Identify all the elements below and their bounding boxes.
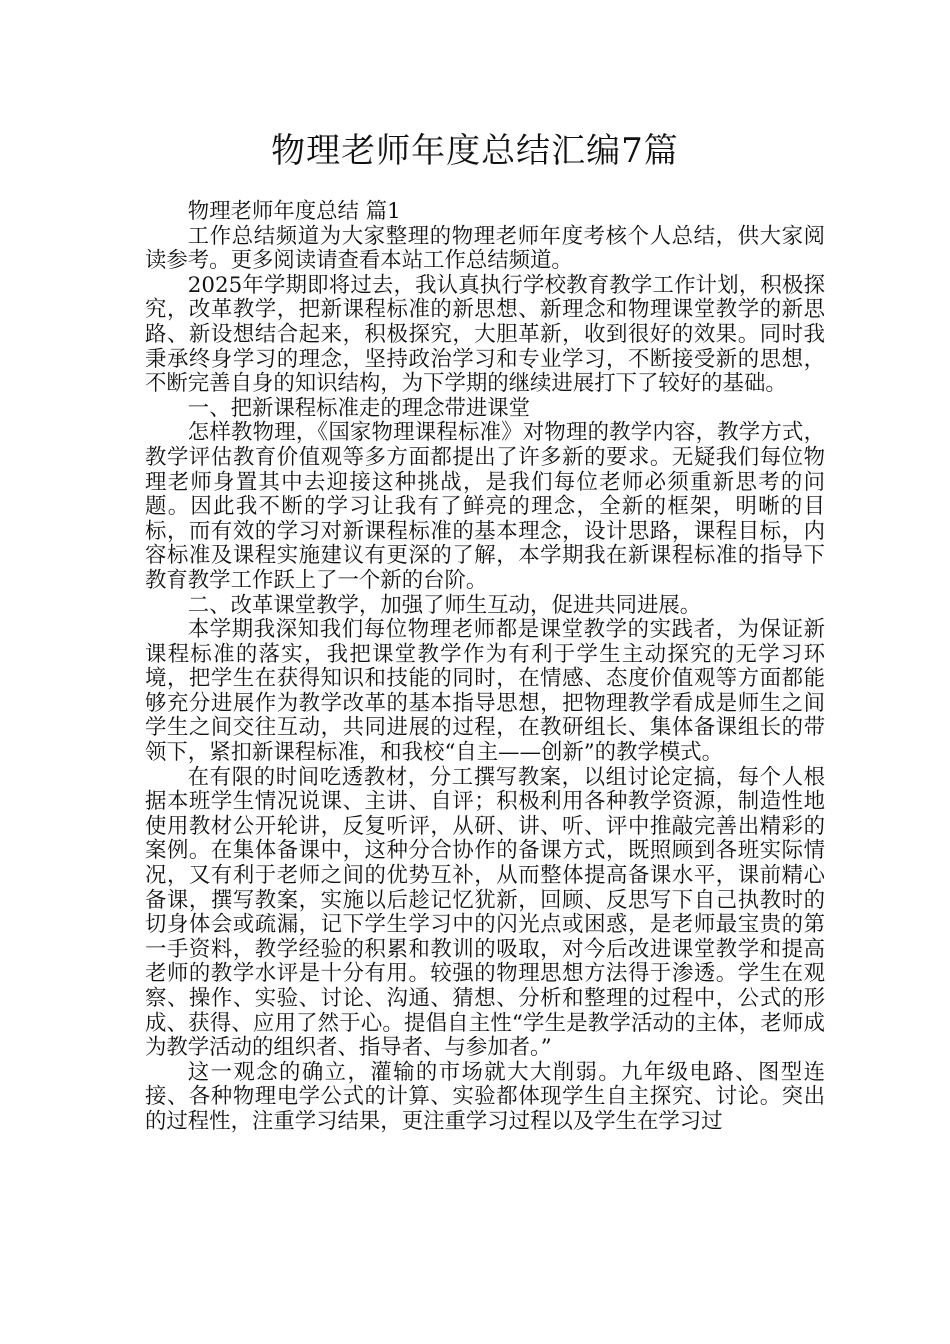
paragraph-intro: 工作总结频道为大家整理的物理老师年度考核个人总结，供大家阅读参考。更多阅读请查看本站工作总结频道。 — [145, 223, 825, 274]
document-body — [145, 200, 825, 1135]
paragraph-classroom: 本学期我深知我们每位物理老师都是课堂教学的实践者，为保证新课程标准的落实，我把课堂教学作为有利于学生主动探究的无学习环境，把学生在获得知识和技能的同时，在情感、态度价值观等方面都能够充分进展作为教学改革的基本指导思想，把物理教学看成是师生之间学生之间交往互动，共同进展的过程，在教研组长、集体备课组长的带领下，紧扣新课程标准，和我校“自主——创新”的教学模式。 — [145, 617, 825, 766]
paragraph-curriculum: 怎样教物理，《国家物理课程标准》对物理的教学内容，教学方式，教学评估教育价值观等多方面都提出了许多新的要求。无疑我们每位物理老师身置其中去迎接这种挑战，是我们每位老师必须重新思考的问题。因此我不断的学习让我有了鲜亮的理念，全新的框架，明晰的目标，而有效的学习对新课程标准的基本理念，设计思路，课程目标，内容标准及课程实施建议有更深的了解，本学期我在新课程标准的指导下教育教学工作跃上了一个新的台阶。 — [145, 420, 825, 593]
subheading-1: 一、把新课程标准走的理念带进课堂 — [187, 395, 531, 421]
paragraph-concept: 这一观念的确立，灌输的市场就大大削弱。九年级电路、图型连接、各种物理电学公式的计算、实验都体现学生自主探究、讨论。突出的过程性，注重学习结果，更注重学习过程以及学生在学习过 — [145, 1059, 825, 1134]
subheading-2: 二、改革课堂教学，加强了师生互动，促进共同进展。 — [187, 592, 702, 618]
document-title: 物理老师年度总结汇编7篇 — [271, 131, 679, 171]
section-heading-1: 物理老师年度总结 篇1 — [187, 199, 401, 224]
paragraph-overview: 2025年学期即将过去，我认真执行学校教育教学工作计划，积极探究，改革教学，把新课程标准的新思想、新理念和物理课堂教学的新思路、新设想结合起来，积极探究，大胆革新，收到很好的效果。同时我秉承终身学习的理念，坚持政治学习和专业学习，不断接受新的思想，不断完善自身的知识结构，为下学期的继续进展打下了较好的基础。 — [145, 272, 825, 397]
paragraph-lesson-prep: 在有限的时间吃透教材，分工撰写教案，以组讨论定搞，每个人根据本班学生情况说课、主讲、自评；积极利用各种教学资源，制造性地使用教材公开轮讲，反复听评，从研、讲、听、评中推敲完善出精彩的案例。在集体备课中，这种分合协作的备课方式，既照顾到各班实际情况，又有利于老师之间的优势互补，从而整体提高备课水平，课前精心备课，撰写教案，实施以后趁记忆犹新，回顾、反思写下自己执教时的切身体会或疏漏，记下学生学习中的闪光点或困惑，是老师最宝贵的第一手资料，教学经验的积累和教训的吸取，对今后改进课堂教学和提高老师的教学水评是十分有用。较强的物理思想方法得于渗透。学生在观察、操作、实验、讨论、沟通、猜想、分析和整理的过程中，公式的形成、获得、应用了然于心。提倡自主性“学生是教学活动的主体，老师成为教学活动的组织者、指导者、与参加者。” — [145, 764, 825, 1061]
